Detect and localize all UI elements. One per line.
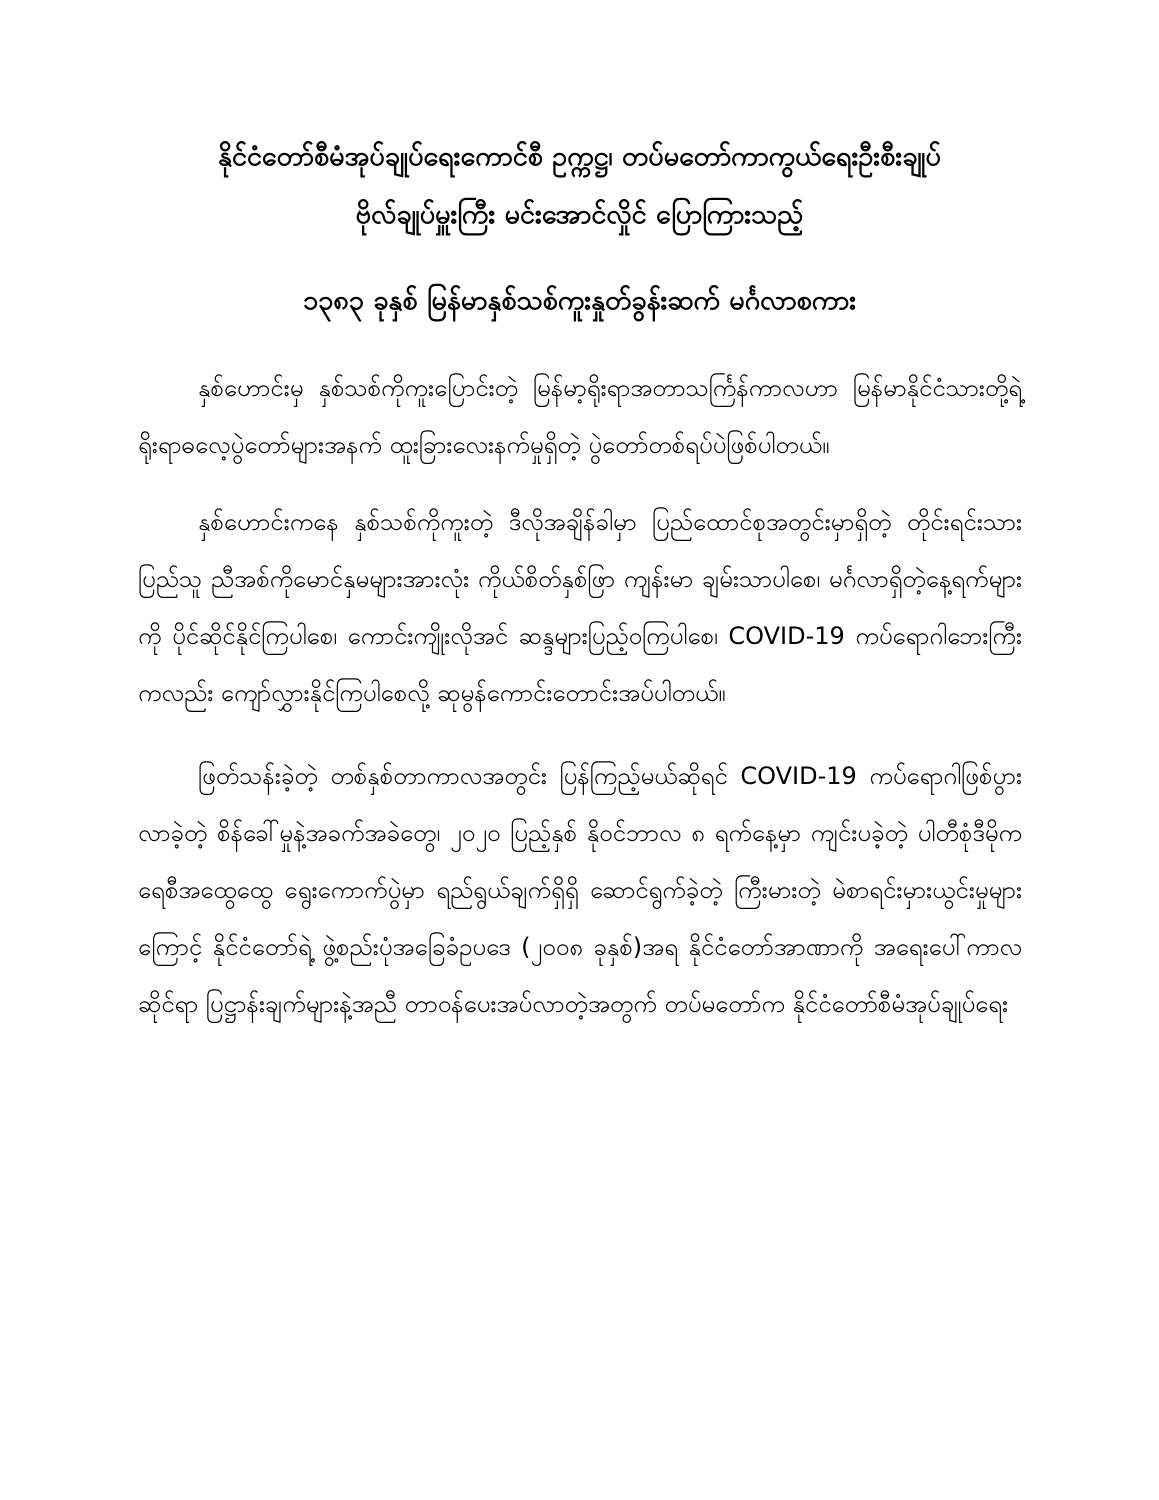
title-line-2: ဗိုလ်ချုပ်မှူးကြီး မင်းအောင်လှိုင် ပြောကြားသည့် <box>355 199 804 230</box>
paragraph-3: ဖြတ်သန်းခဲ့တဲ့ တစ်နှစ်တာကာလအတွင်း ပြန်ကြည့်မယ်ဆိုရင် COVID-19 ကပ်ရောဂါဖြစ်ပွားလာခဲ့တဲ့ စိန်ခေါ်မှုနဲ့အခက်အခဲတွေ၊ ၂၀၂၀ ပြည့်နှစ် နိုဝင်ဘာလ ၈ ရက်နေ့မှာ ကျင်းပခဲ့တဲ့ ပါတီစုံဒီမိုကရေစီအထွေထွေ ရွေးကောက်ပွဲမှာ ရည်ရွယ်ချက်ရှိရှိ ဆောင်ရွက်ခဲ့တဲ့ ကြီးမားတဲ့ မဲစာရင်းမှားယွင်းမှုများကြောင့် နိုင်ငံတော်ရဲ့ ဖွဲ့စည်းပုံအခြေခံဥပဒေ (၂၀၀၈ ခုနှစ်)အရ နိုင်ငံတော်အာဏာကို အရေးပေါ်ကာလဆိုင်ရာ ပြဋ္ဌာန်းချက်များနဲ့အညီ တာဝန်ပေးအပ်လာတဲ့အတွက် တပ်မတော်က နိုင်ငံတော်စီမံအုပ်ချုပ်ရေး <box>138 762 1022 1018</box>
paragraph-1: နှစ်ဟောင်းမှ နှစ်သစ်ကိုကူးပြောင်းတဲ့ မြန်မာ့ရိုးရာအတာသင်္ကြန်ကာလဟာ မြန်မာနိုင်ငံသားတို့ရဲ့ ရိုးရာဓလေ့ပွဲတော်များအနက် ထူးခြားလေးနက်မှုရှိတဲ့ ပွဲတော်တစ်ရပ်ပဲဖြစ်ပါတယ်။ <box>138 374 1022 459</box>
document-body <box>138 360 1022 1055</box>
document-title <box>110 128 1049 244</box>
document-subtitle: ၁၃၈၃ ခုနှစ် မြန်မာနှစ်သစ်ကူးနှုတ်ခွန်းဆက် မင်္ဂလာစကား <box>302 285 857 316</box>
title-line-1: နိုင်ငံတော်စီမံအုပ်ချုပ်ရေးကောင်စီ ဥက္ကဋ္ဌ၊ တပ်မတော်ကာကွယ်ရေးဦးစီးချုပ် <box>218 141 941 172</box>
paragraph-2: နှစ်ဟောင်းကနေ နှစ်သစ်ကိုကူးတဲ့ ဒီလိုအချိန်ခါမှာ ပြည်ထောင်စုအတွင်းမှာရှိတဲ့ တိုင်းရင်းသားပြည်သူ ညီအစ်ကိုမောင်နှမများအားလုံး ကိုယ်စိတ်နှစ်ဖြာ ကျန်းမာ ချမ်းသာပါစေ၊ မင်္ဂလာရှိတဲ့နေ့ရက်များကို ပိုင်ဆိုင်နိုင်ကြပါစေ၊ ကောင်းကျိုးလိုအင် ဆန္ဒများပြည့်ဝကြပါစေ၊ COVID-19 ကပ်ရောဂါဘေးကြီးကလည်း ကျော်လွှားနိုင်ကြပါစေလို့ ဆုမွန်ကောင်းတောင်းအပ်ပါတယ်။ <box>138 508 1022 707</box>
